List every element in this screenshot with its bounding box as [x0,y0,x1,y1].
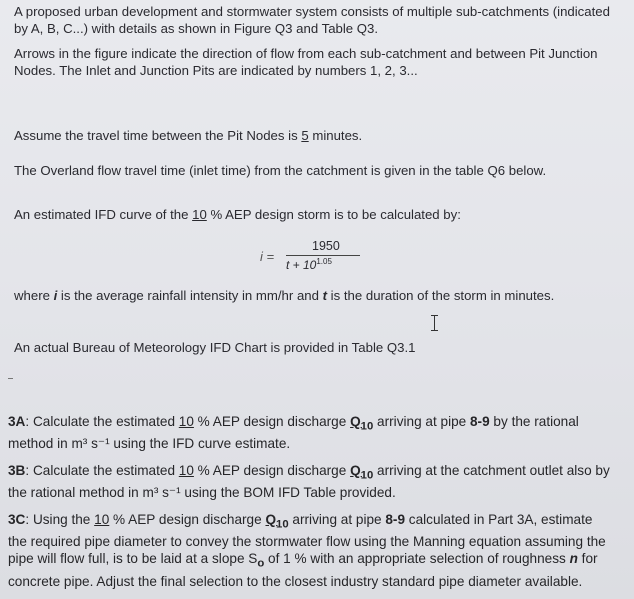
ifd-formula [256,237,386,275]
flow-direction-paragraph: Arrows in the figure indicate the direction of flow from each sub-catchment and between Pit Junction Nodes. The Inlet and Junction Pits are indicated by numbers 1, 2, 3... [14,46,598,78]
intro-paragraph: A proposed urban development and stormwater system consists of multiple sub-catchments (indicated by A, B, C...) with details as shown in Figure Q3 and Table Q3. [14,4,610,36]
ifd-curve-paragraph: An estimated IFD curve of the 10 % AEP design storm is to be calculated by: [14,207,461,222]
formula-denominator: $t + 10^{1.05}$ [286,257,332,272]
fraction-bar [286,255,360,256]
bom-chart-paragraph: An actual Bureau of Meteorology IFD Chart is provided in Table Q3.1 [14,340,416,355]
question-3a: 3A: Calculate the estimated 10 % AEP design discharge $Q_{10}$ arriving at pipe 8-9 by the rational method in m³ s⁻¹ using the IFD curve estimate. [8,413,579,452]
question-3b: 3B: Calculate the estimated 10 % AEP design discharge $Q_{10}$ arriving at the catchment outlet also by the rational method in m³ s⁻¹ using the BOM IFD Table provided. [8,462,610,501]
variables-paragraph: where i is the average rainfall intensity in mm/hr and t is the duration of the storm in minutes. [14,288,555,303]
text-cursor-icon [430,315,440,331]
divider [8,378,13,379]
question-3c: 3C: Using the 10 % AEP design discharge $Q_{10}$ arriving at pipe 8-9 calculated in Part 3A, estimate the required pipe diameter to convey the stormwater flow using the Manning equation assuming the pipe will flow full, is to be laid at a slope $S_o$ of 1 % with an appropriate selection of roughness n for concrete pipe. Adjust the final selection to the closest industry standard pipe diameter available. [8,511,606,590]
formula-numerator: 1950 [312,239,340,253]
travel-time-paragraph: Assume the travel time between the Pit Nodes is 5 minutes. [14,128,363,143]
overland-flow-paragraph: The Overland flow travel time (inlet time) from the catchment is given in the table Q6 below. [14,163,547,178]
formula-lhs: i = [260,249,275,264]
